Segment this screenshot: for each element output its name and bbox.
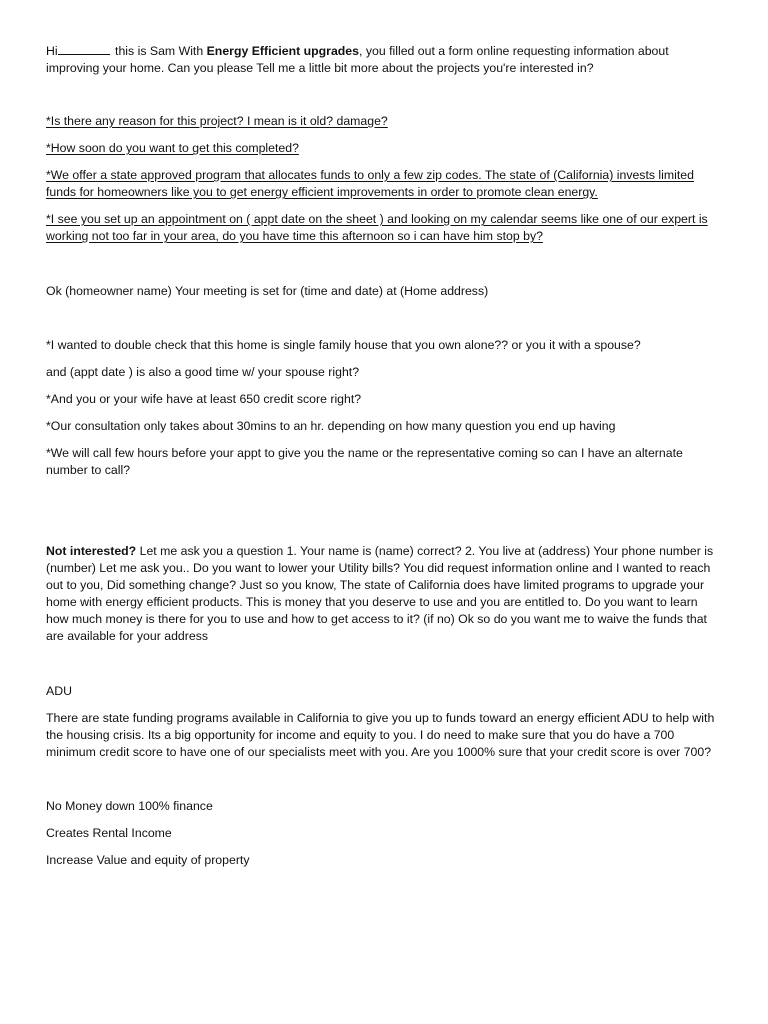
check-ownership: *I wanted to double check that this home is single family house that you own alone?? or you it with a spouse? [46, 338, 641, 352]
name-blank [58, 42, 110, 55]
adu-benefit-finance: No Money down 100% finance [46, 799, 213, 813]
meeting-confirmation: Ok (homeowner name) Your meeting is set for (time and date) at (Home address) [46, 284, 489, 298]
check-credit-score: *And you or your wife have at least 650 credit score right? [46, 392, 362, 406]
adu-benefit-value: Increase Value and equity of property [46, 853, 250, 867]
adu-heading: ADU [46, 684, 72, 698]
question-state-program: *We offer a state approved program that allocates funds to only a few zip codes. The state of (California) invests limited funds for homeowners like you to get energy efficient improvements in order to promote clean energy. [46, 168, 694, 199]
intro-after-blank: this is Sam With [111, 44, 207, 58]
not-interested-paragraph [46, 543, 722, 645]
adu-benefit-rental: Creates Rental Income [46, 826, 172, 840]
intro-paragraph [46, 42, 722, 77]
not-interested-label: Not interested? [46, 544, 137, 558]
check-consultation-length: *Our consultation only takes about 30mins to an hr. depending on how many question you end up having [46, 419, 616, 433]
company-name: Energy Efficient upgrades [206, 44, 359, 58]
question-timeline: *How soon do you want to get this completed? [46, 141, 299, 155]
question-reason: *Is there any reason for this project? I mean is it old? damage? [46, 114, 388, 128]
check-alternate-number: *We will call few hours before your appt to give you the name or the representative coming so can I have an alternate number to call? [46, 446, 683, 477]
adu-paragraph: There are state funding programs available in California to give you up to funds toward an energy efficient ADU to help with the housing crisis. Its a big opportunity for income and equity to you. I do need to make sure that you do have a 700 minimum credit score to have one of our specialists meet with you. Are you 1000% sure that your credit score is over 700? [46, 711, 715, 759]
intro-rest: , you filled out a form online requesting information about improving your home. Can you please Tell me a little bit more about the projects you're interested in? [46, 44, 669, 75]
question-appointment: *I see you set up an appointment on ( appt date on the sheet ) and looking on my calendar seems like one of our expert is working not too far in your area, do you have time this afternoon so i can have him stop by? [46, 212, 708, 243]
check-spouse-time: and (appt date ) is also a good time w/ your spouse right? [46, 365, 360, 379]
intro-greeting: Hi [46, 44, 58, 58]
not-interested-text: Let me ask you a question 1. Your name is (name) correct? 2. You live at (address) Your phone number is (number) Let me ask you.. Do you want to lower your Utility bills? You did request information online and I wanted to reach out to you, Did something change? Just so you know, The state of California does have limited programs to upgrade your home with energy efficient products. This is money that you deserve to use and you are entitled to. Do you want to learn how much money is there for you to use and how to get access to it? (if no) Ok so do you want me to waive the funds that are available for your address [46, 544, 714, 643]
